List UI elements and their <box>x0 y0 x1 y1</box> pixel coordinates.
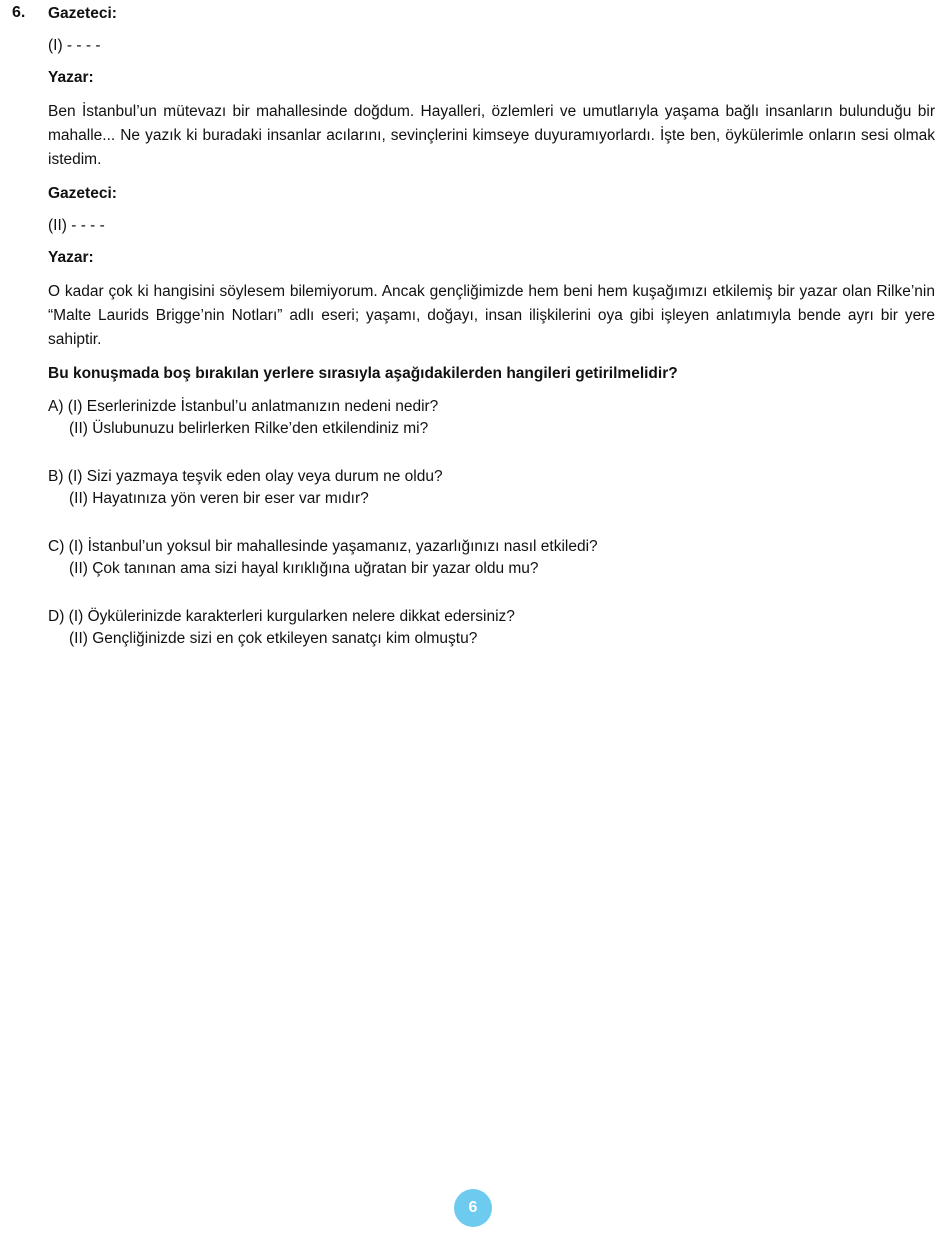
question-body <box>48 4 935 676</box>
question-number: 6. <box>12 4 26 21</box>
blank-line-1: (I) - - - - <box>48 37 101 54</box>
option-a-line-1: A) (I) Eserlerinizde İstanbul’u anlatmanızın nedeni nedir? <box>48 398 439 415</box>
writer-answer-1: Ben İstanbul’un mütevazı bir mahallesinde doğdum. Hayalleri, özlemleri ve umutlarıyla yaşama bağlı insanların bulunduğu bir mahalle... Ne yazık ki buradaki insanlar acılarını, sevinçlerini kimseye duyuramıyorlardı. İşte ben, öykülerimle onların sesi olmak istedim. <box>48 103 935 168</box>
speaker-label-writer: Yazar: <box>48 249 94 266</box>
option-c-line-2: (II) Çok tanınan ama sizi hayal kırıklığına uğratan bir yazar oldu mu? <box>69 560 539 577</box>
option-b-line-2: (II) Hayatınıza yön veren bir eser var mıdır? <box>69 490 369 507</box>
option-d-line-2: (II) Gençliğinizde sizi en çok etkileyen sanatçı kim olmuştu? <box>69 630 478 647</box>
option-a-line-2: (II) Üslubunuzu belirlerken Rilke’den etkilendiniz mi? <box>69 420 429 437</box>
option-c-line-1: C) (I) İstanbul’un yoksul bir mahallesinde yaşamanız, yazarlığınızı nasıl etkiledi? <box>48 538 598 555</box>
option-b-line-1: B) (I) Sizi yazmaya teşvik eden olay veya durum ne oldu? <box>48 468 443 485</box>
speaker-label-journalist: Gazeteci: <box>48 5 117 22</box>
speaker-label-journalist: Gazeteci: <box>48 185 117 202</box>
option-b[interactable] <box>48 466 935 510</box>
blank-line-2: (II) - - - - <box>48 217 105 234</box>
page-number-badge: 6 <box>454 1189 492 1227</box>
writer-answer-2: O kadar çok ki hangisini söylesem bilemiyorum. Ancak gençliğimizde hem beni hem kuşağımızı etkilemiş bir yazar olan Rilke’nin “Malte Laurids Brigge’nin Notları” adlı eseri; yaşamı, doğayı, insan ilişkilerini oya gibi işleyen anlatımıyla bende ayrı bir yere sahiptir. <box>48 283 935 348</box>
question-prompt: Bu konuşmada boş bırakılan yerlere sırasıyla aşağıdakilerden hangileri getirilmelidir? <box>48 365 678 382</box>
speaker-label-writer: Yazar: <box>48 69 94 86</box>
option-a[interactable] <box>48 396 935 440</box>
option-d[interactable] <box>48 606 935 650</box>
option-d-line-1: D) (I) Öykülerinizde karakterleri kurgularken nelere dikkat edersiniz? <box>48 608 515 625</box>
option-c[interactable] <box>48 536 935 580</box>
